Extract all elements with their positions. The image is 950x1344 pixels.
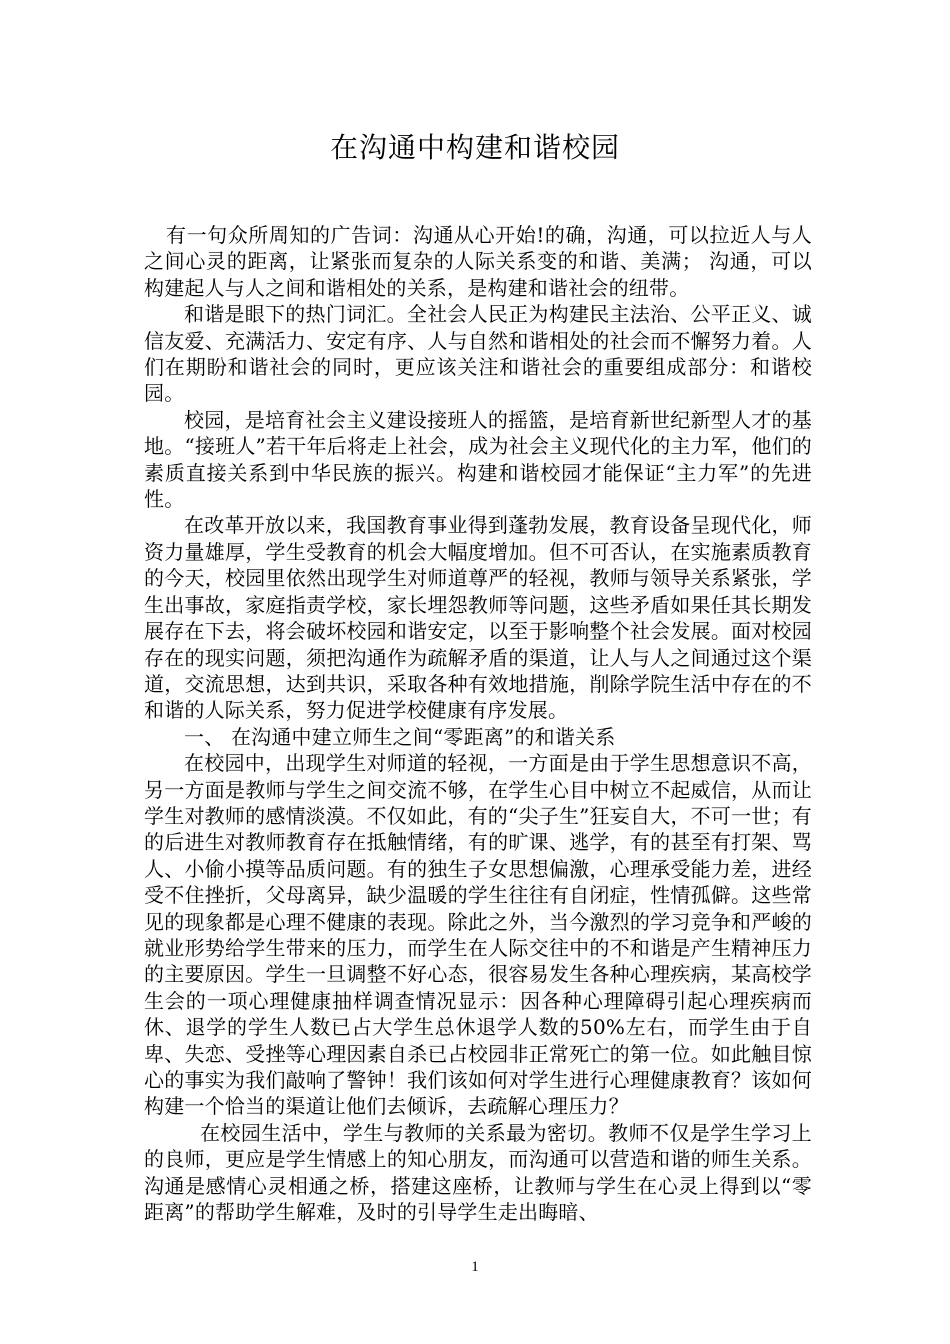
paragraph: 在改革开放以来，我国教育事业得到蓬勃发展，教育设备呈现代化，师资力量雄厚，学生受教育的机会大幅度增加。但不可否认，在实施素质教育的今天，校园里依然出现学生对师道尊严的轻视，教师与领导关系紧张，学生出事故，家庭指责学校，家长埋怨教师等问题，这些矛盾如果任其长期发展存在下去，将会破坏校园和谐安定，以至于影响整个社会发展。面对校园存在的现实问题，须把沟通作为疏解矛盾的渠道，让人与人之间通过这个渠道，交流思想，达到共识，采取各种有效地措施，削除学院生活中存在的不和谐的人际关系，努力促进学校健康有序发展。 <box>144 513 812 723</box>
document-body <box>144 222 812 1225</box>
document-title: 在沟通中构建和谐校园 <box>329 131 620 164</box>
paragraph: 有一句众所周知的广告词：沟通从心开始!的确，沟通，可以拉近人与人之间心灵的距离，让紧张而复杂的人际关系变的和谐、美满； 沟通，可以构建起人与人之间和谐相处的关系，是构建和谐社会的纽带。 <box>144 223 812 300</box>
paragraph: 在校园中，出现学生对师道的轻视，一方面是由于学生思想意识不高，另一方面是教师与学生之间交流不够，在学生心目中树立不起威信，从而让学生对教师的感情淡漠。不仅如此，有的“尖子生”狂妄自大，不可一世；有的后进生对教师教育存在抵触情绪，有的旷课、逃学，有的甚至有打架、骂人、小偷小摸等品质问题。有的独生子女思想偏激，心理承受能力差，进经受不住挫折，父母离异，缺少温暖的学生往往有自闭症，性情孤僻。这些常见的现象都是心理不健康的表现。除此之外，当今激烈的学习竞争和严峻的就业形势给学生带来的压力，而学生在人际交往中的不和谐是产生精神压力的主要原因。学生一旦调整不好心态，很容易发生各种心理疾病，某高校学生会的一项心理健康抽样调查情况显示：因各种心理障碍引起心理疾病而休、退学的学生人数已占大学生总休退学人数的50%左右，而学生由于自卑、失恋、受挫等心理因素自杀已占校园非正常死亡的第一位。如此触目惊心的事实为我们敲响了警钟！我们该如何对学生进行心理健康教育？该如何构建一个恰当的渠道让他们去倾诉，去疏解心理压力？ <box>144 751 812 1119</box>
paragraph: 校园，是培育社会主义建设接班人的摇篮，是培育新世纪新型人才的基地。“接班人”若干年后将走上社会，成为社会主义现代化的主力军，他们的素质直接关系到中华民族的振兴。构建和谐校园才能保证“主力军”的先进性。 <box>144 407 812 512</box>
section-heading: 一、 在沟通中建立师生之间“零距离”的和谐关系 <box>184 724 616 749</box>
page-number: 1 <box>471 1259 479 1275</box>
paragraph: 在校园生活中，学生与教师的关系最为密切。教师不仅是学生学习上的良师，更应是学生情感上的知心朋友，而沟通可以营造和谐的师生关系。沟通是感情心灵相通之桥，搭建这座桥，让教师与学生在心灵上得到以“零距离”的帮助学生解难，及时的引导学生走出晦暗、 <box>144 1120 812 1225</box>
paragraph: 和谐是眼下的热门词汇。全社会人民正为构建民主法治、公平正义、诚信友爱、充满活力、安定有序、人与自然和谐相处的社会而不懈努力着。人们在期盼和谐社会的同时，更应该关注和谐社会的重要组成部分：和谐校园。 <box>144 302 812 406</box>
